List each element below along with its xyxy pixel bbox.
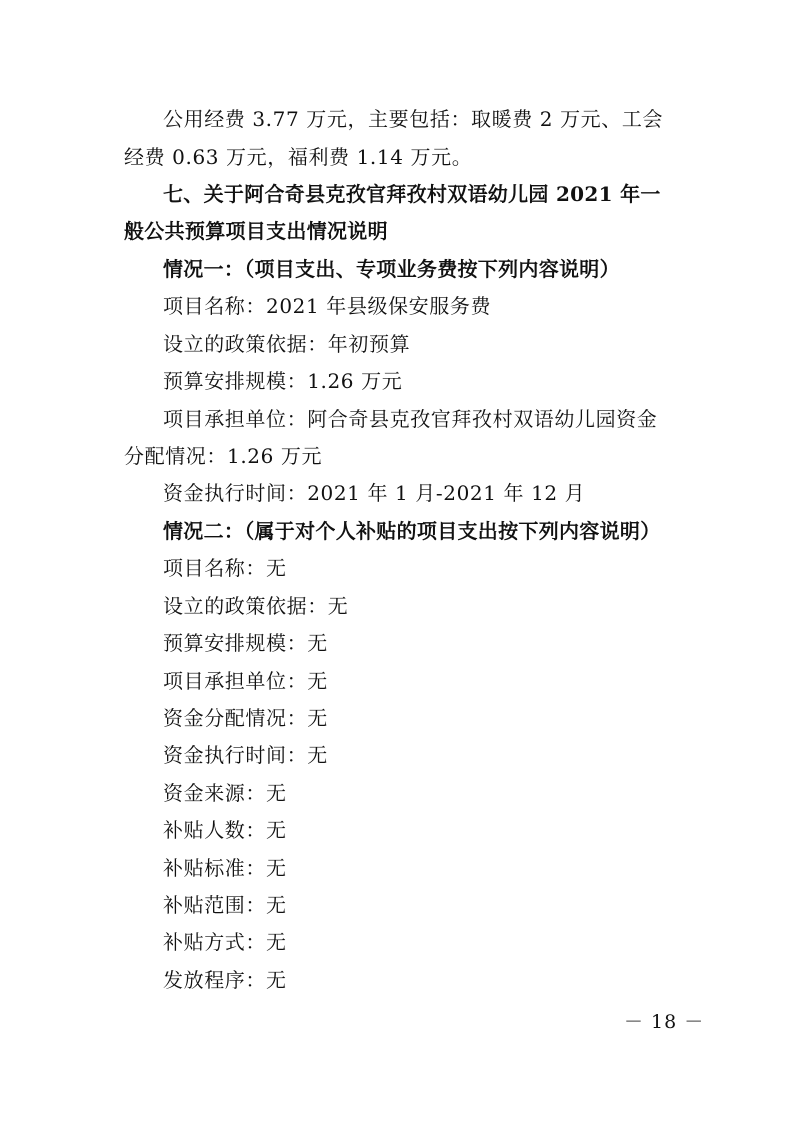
paragraph-line: 补贴标准：无 <box>163 856 287 880</box>
paragraph-line: 项目名称：无 <box>163 556 287 580</box>
paragraph-line: 分配情况：1.26 万元 <box>124 444 323 468</box>
paragraph-line: 预算安排规模：无 <box>163 631 328 655</box>
paragraph-line: 项目承担单位：无 <box>163 669 328 693</box>
subsection-heading: 情况二：（属于对个人补贴的项目支出按下列内容说明） <box>163 519 661 543</box>
subsection-heading: 情况一：（项目支出、专项业务费按下列内容说明） <box>163 257 620 281</box>
paragraph-line: 资金分配情况：无 <box>163 706 328 730</box>
section-heading-line: 七、关于阿合奇县克孜官拜孜村双语幼儿园 2021 年一 <box>163 182 661 206</box>
paragraph-line: 资金来源：无 <box>163 781 287 805</box>
section-heading-line: 般公共预算项目支出情况说明 <box>124 219 388 243</box>
paragraph-line: 预算安排规模：1.26 万元 <box>163 369 403 393</box>
paragraph-line: 资金执行时间：2021 年 1 月-2021 年 12 月 <box>163 481 586 505</box>
paragraph-line: 补贴人数：无 <box>163 818 287 842</box>
paragraph-line: 经费 0.63 万元，福利费 1.14 万元。 <box>124 145 473 169</box>
paragraph-line: 资金执行时间：无 <box>163 743 328 767</box>
paragraph-line: 项目承担单位：阿合奇县克孜官拜孜村双语幼儿园资金 <box>163 407 658 431</box>
paragraph-line: 设立的政策依据：年初预算 <box>163 332 411 356</box>
paragraph-line: 项目名称：2021 年县级保安服务费 <box>163 294 492 318</box>
paragraph-line: 补贴范围：无 <box>163 893 287 917</box>
paragraph-line: 设立的政策依据：无 <box>163 594 349 618</box>
paragraph-line: 发放程序：无 <box>163 968 287 992</box>
paragraph-line: 公用经费 3.77 万元，主要包括：取暖费 2 万元、工会 <box>163 107 664 131</box>
paragraph-line: 补贴方式：无 <box>163 930 287 954</box>
page-number: － 18 － <box>624 1011 705 1033</box>
